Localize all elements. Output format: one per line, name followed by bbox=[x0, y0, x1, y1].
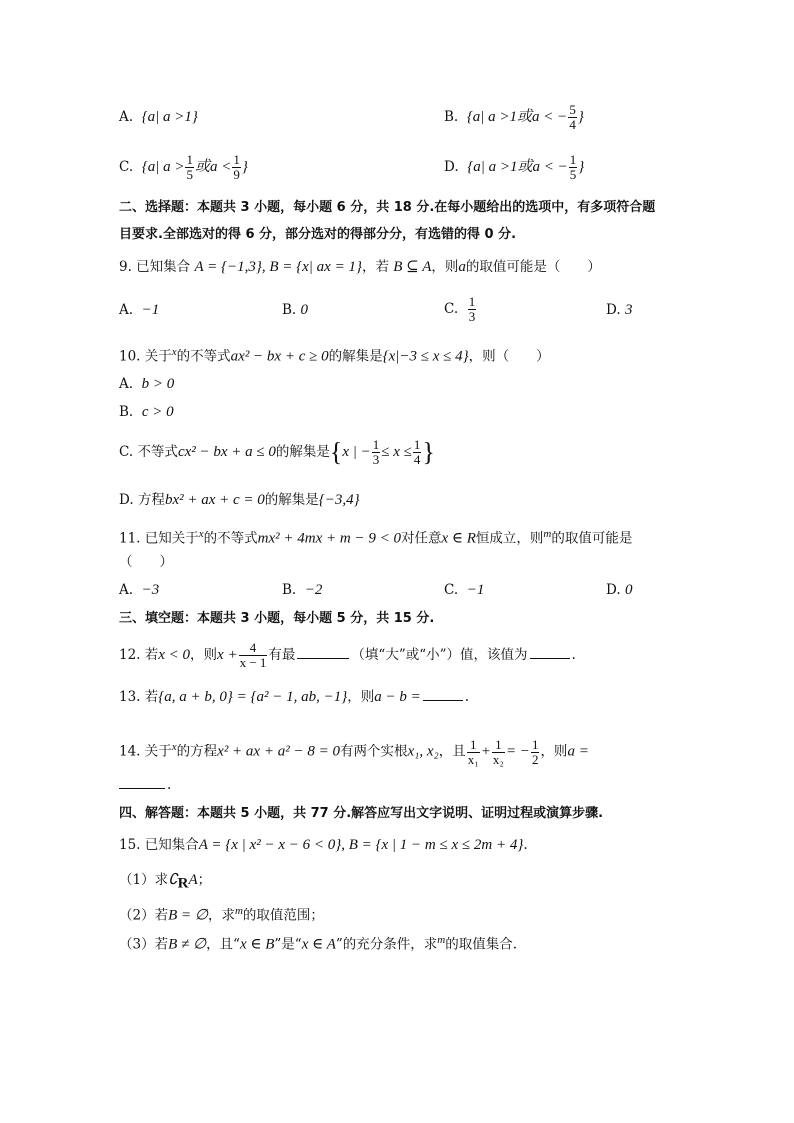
q13-stem: 13. 若{a, a + b, 0} = {a² − 1, ab, −1}，则a − b = . bbox=[119, 689, 470, 705]
q9-option-a: A. −1 bbox=[119, 302, 160, 318]
q15-part3: （3）若B ≠ ∅，且“x ∈ B”是“x ∈ A”的充分条件，求$^m$的取值集合. bbox=[119, 934, 518, 953]
fraction: $\frac{1}{9}$ bbox=[233, 152, 240, 182]
section4-heading: 四、解答题：本题共 5 小题，共 77 分.解答应写出文字说明、证明过程或演算步骤. bbox=[119, 806, 604, 821]
q14-stem: 14. 关于$^x$的方程x² + ax + a² − 8 = 0有两个实根x₁, x₂，且 $\frac{1}{\text{x₁}}$ + $\frac{1}{\text{x₂}}$ = − $\frac{1}{2}$ ，则a = bbox=[119, 736, 589, 767]
q15-stem: 15. 已知集合A = {x | x² − x − 6 < 0}, B = {x | 1 − m ≤ x ≤ 2m + 4}. bbox=[119, 837, 528, 853]
fraction: $\frac{1}{3}$ bbox=[468, 294, 476, 324]
q14-answer: . bbox=[119, 776, 171, 794]
answer-blank[interactable] bbox=[119, 787, 165, 789]
fraction: $\frac{1}{\text{x₁}}$ bbox=[467, 736, 479, 767]
q11-option-a: A. −3 bbox=[119, 582, 160, 598]
q11-option-c: C. −1 bbox=[444, 582, 485, 598]
q15-part2: （2）若B = ∅，求$^m$的取值范围； bbox=[119, 905, 324, 924]
fraction: $\frac{1}{3}$ bbox=[372, 437, 380, 467]
q8-option-b: B. {a| a >1或a < − $\frac{5}{4}$ } bbox=[444, 102, 584, 132]
q10-option-c: C. 不等式cx² − bx + a ≤ 0的解集是{x | − $\frac{1}{3}$ ≤ x ≤ $\frac{1}{4}$ } bbox=[119, 437, 435, 467]
q8-option-d: D. {a| a >1或a < − $\frac{1}{5}$ } bbox=[444, 152, 585, 182]
q11-stem: 11. 已知关于$^x$的不等式mx² + 4mx + m − 9 < 0对任意x ∈ R恒成立，则$^m$的取值可能是 bbox=[119, 528, 633, 547]
q8-option-a: A. {a| a >1} bbox=[119, 109, 198, 125]
q10-option-b: B. c > 0 bbox=[119, 404, 174, 420]
fraction: $\frac{5}{4}$ bbox=[569, 102, 576, 132]
q8-option-c: C. {a| a > $\frac{1}{5}$ 或a < $\frac{1}{9}$ } bbox=[119, 152, 248, 182]
q10-option-a: A. b > 0 bbox=[119, 376, 175, 392]
section2-heading-line2: 目要求.全部选对的得 6 分，部分选对的得部分分，有选错的得 0 分. bbox=[119, 227, 517, 242]
fraction: $\frac{1}{4}$ bbox=[413, 437, 421, 467]
fraction: $\frac{1}{5}$ bbox=[186, 152, 193, 182]
section2-heading-line1: 二、选择题：本题共 3 小题，每小题 6 分，共 18 分.在每小题给出的选项中，有多项符合题 bbox=[119, 200, 656, 215]
answer-blank[interactable] bbox=[530, 657, 570, 659]
q9-option-c: C. $\frac{1}{3}$ bbox=[444, 294, 476, 324]
fraction: $\frac{1}{5}$ bbox=[569, 152, 577, 182]
q11-option-b: B. −2 bbox=[282, 582, 323, 598]
q9-option-b: B. 0 bbox=[282, 302, 309, 318]
answer-blank[interactable] bbox=[297, 657, 349, 659]
q10-option-d: D. 方程bx² + ax + c = 0的解集是{−3,4} bbox=[119, 492, 360, 508]
answer-blank[interactable] bbox=[423, 699, 463, 701]
section3-heading: 三、填空题：本题共 3 小题，每小题 5 分，共 15 分. bbox=[119, 611, 435, 626]
fraction: $\frac{4}{x - 1}$ bbox=[239, 640, 267, 670]
q11-answer-paren: （ ） bbox=[119, 554, 173, 570]
q15-part1: （1）求$∁_RA$； bbox=[119, 872, 212, 892]
fraction: $\frac{1}{2}$ bbox=[531, 736, 539, 767]
q12-stem: 12. 若x < 0，则x + $\frac{4}{x - 1}$ 有最 （填“大”或“小”）值，该值为 . bbox=[119, 640, 576, 670]
q9-option-d: D. 3 bbox=[606, 302, 633, 318]
q9-stem: 9. 已知集合 A = {−1,3}, B = {x| ax = 1}，若 B ⊆ A，则a的取值可能是（ ） bbox=[119, 259, 601, 275]
fraction: $\frac{1}{\text{x₂}}$ bbox=[492, 736, 504, 767]
q11-option-d: D. 0 bbox=[606, 582, 633, 598]
q10-stem: 10. 关于$^x$的不等式ax² − bx + c ≥ 0的解集是{x|−3 ≤ x ≤ 4}，则（ ） bbox=[119, 346, 550, 365]
